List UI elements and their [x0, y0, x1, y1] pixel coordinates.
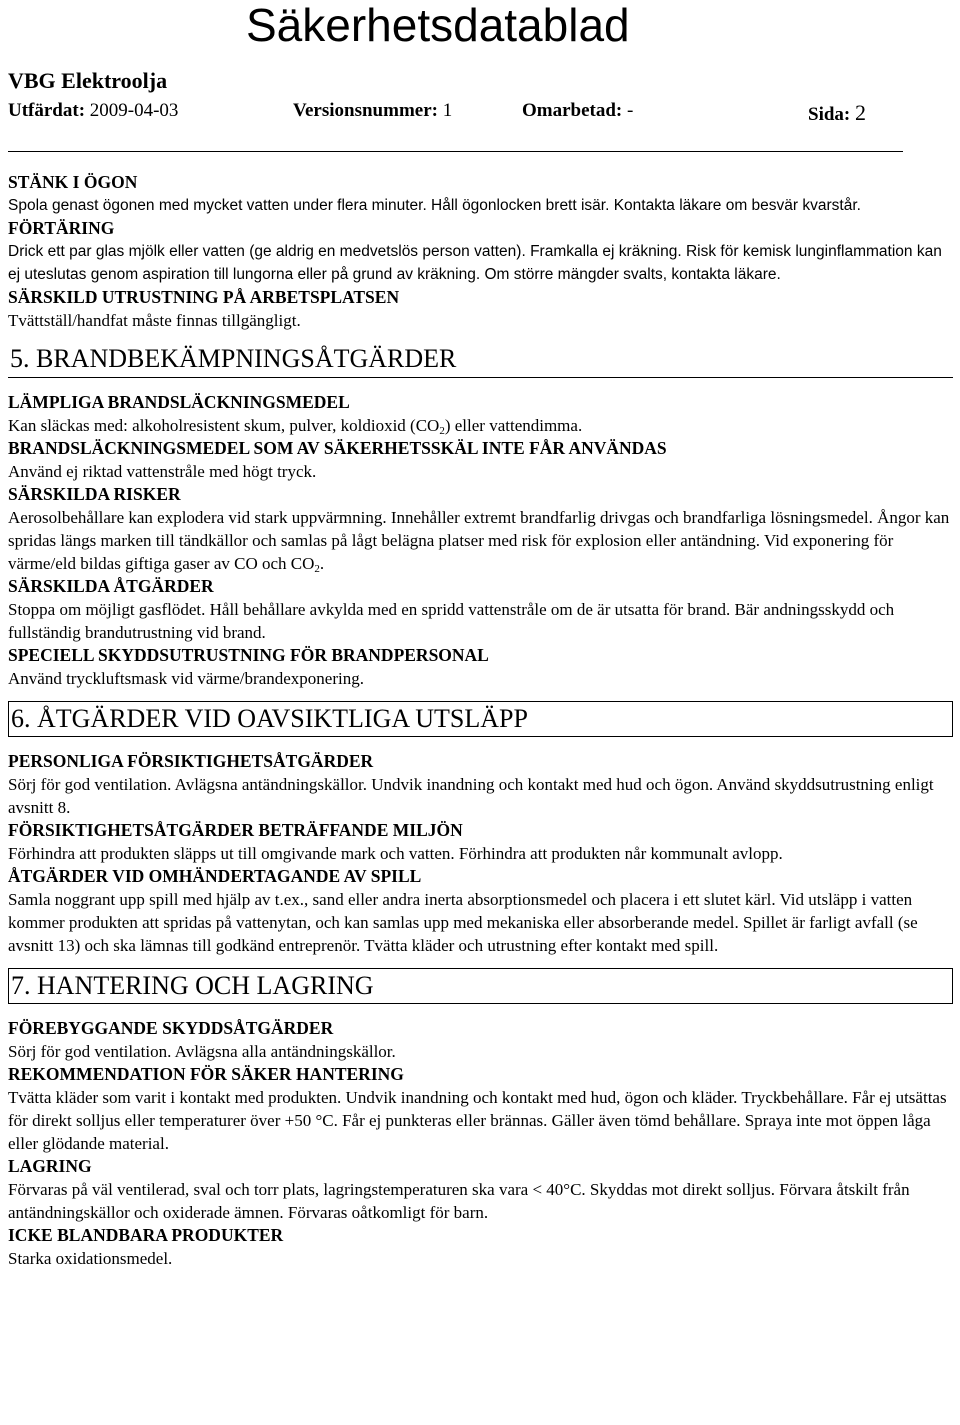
spill-cleanup-heading: ÅTGÄRDER VID OMHÄNDERTAGANDE AV SPILL	[8, 866, 422, 886]
personal-precautions-heading: PERSONLIGA FÖRSIKTIGHETSÅTGÄRDER	[8, 751, 374, 771]
special-hazards-heading: SÄRSKILDA RISKER	[8, 484, 181, 504]
environmental-precautions-heading: FÖRSIKTIGHETSÅTGÄRDER BETRÄFFANDE MILJÖN	[8, 820, 463, 840]
company-name: VBG Elektroolja	[8, 68, 168, 93]
unsuitable-media-heading: BRANDSLÄCKNINGSMEDEL SOM AV SÄKERHETSSKÄL INTE FÅR ANVÄNDAS	[8, 438, 667, 458]
eye-contact-heading: STÄNK I ÖGON	[8, 172, 138, 192]
eye-contact-text: Spola genast ögonen med mycket vatten under flera minuter. Håll ögonlocken brett isär. Kontakta läkare om besvär kvarstår.	[8, 197, 861, 214]
safe-handling-text: Tvätta kläder som varit i kontakt med produkten. Undvik inandning och kontakt med hud, ögon och kläder. Tryckbehållare. Får ej utsättas för direkt solljus eller temperaturer över +50 °C. Får ej punkteras eller brännas. Gäller även tömd behållare. Spraya inte mot öppen låga eller glödande material.	[8, 1088, 947, 1153]
firefighter-ppe-text: Använd tryckluftsmask vid värme/brandexponering.	[8, 669, 364, 688]
special-measures-text: Stoppa om möjligt gasflödet. Håll behållare avkylda med en spridd vattenstråle om de är utsatta för brand. Bär andningsskydd och fullständig brandutrustning vid brand.	[8, 600, 895, 642]
storage-text: Förvaras på väl ventilerad, sval och torr plats, lagringstemperaturen ska vara < 40°C. Skyddas mot direkt solljus. Förvara åtskilt från antändningskällor och oxiderade ämnen. Förvaras oåtkomligt för barn.	[8, 1180, 910, 1222]
environmental-precautions-text: Förhindra att produkten släpps ut till omgivande mark och vatten. Förhindra att produkten når kommunalt avlopp.	[8, 844, 783, 863]
preventive-measures-text: Sörj för god ventilation. Avlägsna alla antändningskällor.	[8, 1042, 396, 1061]
special-hazards-text: Aerosolbehållare kan explodera vid stark uppvärmning. Innehåller extremt brandfarlig drivgas och brandfarliga lösningsmedel. Ångor kan spridas längs marken till tändkällor och samlas på lågt belägna platser med risk för explosion eller antändning. Vid exponering för värme/eld bildas giftiga gaser av CO och $CO_2$.	[8, 508, 950, 575]
spill-cleanup-text: Samla noggrant upp spill med hjälp av t.ex., sand eller andra inerta absorptionsmedel och placera i ett slutet kärl. Vid utsläpp i vatten kommer produkten att spridas på vattenytan, och kan samlas upp med mekaniska eller absorberande medel. Spillet är farligt avfall (se avsnitt 13) och ska lämnas till godkänd entreprenör. Tvätta kläder och utrustning efter kontakt med spill.	[8, 890, 918, 955]
preventive-measures-heading: FÖREBYGGANDE SKYDDSÅTGÄRDER	[8, 1018, 334, 1038]
incompatible-products-heading: ICKE BLANDBARA PRODUKTER	[8, 1225, 284, 1245]
issued-date: Utfärdat: 2009-04-03	[8, 100, 179, 121]
ingestion-text: Drick ett par glas mjölk eller vatten (ge aldrig en medvetslös person vatten). Framkalla ej kräkning. Risk för kemisk lunginflammation kan ej uteslutas genom aspiration till lungorna eller på grund av kräkning. Om större mängder svalts, kontakta läkare.	[8, 243, 942, 283]
section-5-header	[8, 342, 953, 378]
workplace-equipment-text: Tvättställ/handfat måste finnas tillgängligt.	[8, 311, 301, 330]
document-body	[8, 171, 953, 1270]
section-5-title: 5. BRANDBEKÄMPNINGSÅTGÄRDER	[10, 344, 457, 373]
ingestion-heading: FÖRTÄRING	[8, 218, 115, 238]
section-7-header	[8, 968, 953, 1004]
storage-heading: LAGRING	[8, 1156, 92, 1176]
page-number: Sida: 2	[808, 100, 866, 125]
section-7-title: 7. HANTERING OCH LAGRING	[11, 971, 374, 1000]
incompatible-products-text: Starka oxidationsmedel.	[8, 1249, 173, 1268]
extinguishing-media-text: Kan släckas med: alkoholresistent skum, pulver, koldioxid $(CO_2)$ eller vattendimma.	[8, 416, 583, 437]
document-meta	[8, 100, 908, 130]
section-6-header	[8, 701, 953, 737]
firefighter-ppe-heading: SPECIELL SKYDDSUTRUSTNING FÖR BRANDPERSONAL	[8, 645, 489, 665]
section-6-title: 6. ÅTGÄRDER VID OAVSIKTLIGA UTSLÄPP	[11, 704, 528, 733]
workplace-equipment-heading: SÄRSKILD UTRUSTNING PÅ ARBETSPLATSEN	[8, 287, 400, 307]
revised-date: Omarbetad: -	[522, 100, 634, 121]
safe-handling-heading: REKOMMENDATION FÖR SÄKER HANTERING	[8, 1064, 404, 1084]
extinguishing-media-heading: LÄMPLIGA BRANDSLÄCKNINGSMEDEL	[8, 392, 350, 412]
version-number: Versionsnummer: 1	[293, 100, 453, 121]
header-divider	[8, 151, 903, 152]
special-measures-heading: SÄRSKILDA ÅTGÄRDER	[8, 576, 214, 596]
document-title: Säkerhetsdatablad	[246, 0, 630, 51]
unsuitable-media-text: Använd ej riktad vattenstråle med högt tryck.	[8, 462, 317, 481]
personal-precautions-text: Sörj för god ventilation. Avlägsna antändningskällor. Undvik inandning och kontakt med hud och ögon. Använd skyddsutrustning enligt avsnitt 8.	[8, 775, 934, 817]
